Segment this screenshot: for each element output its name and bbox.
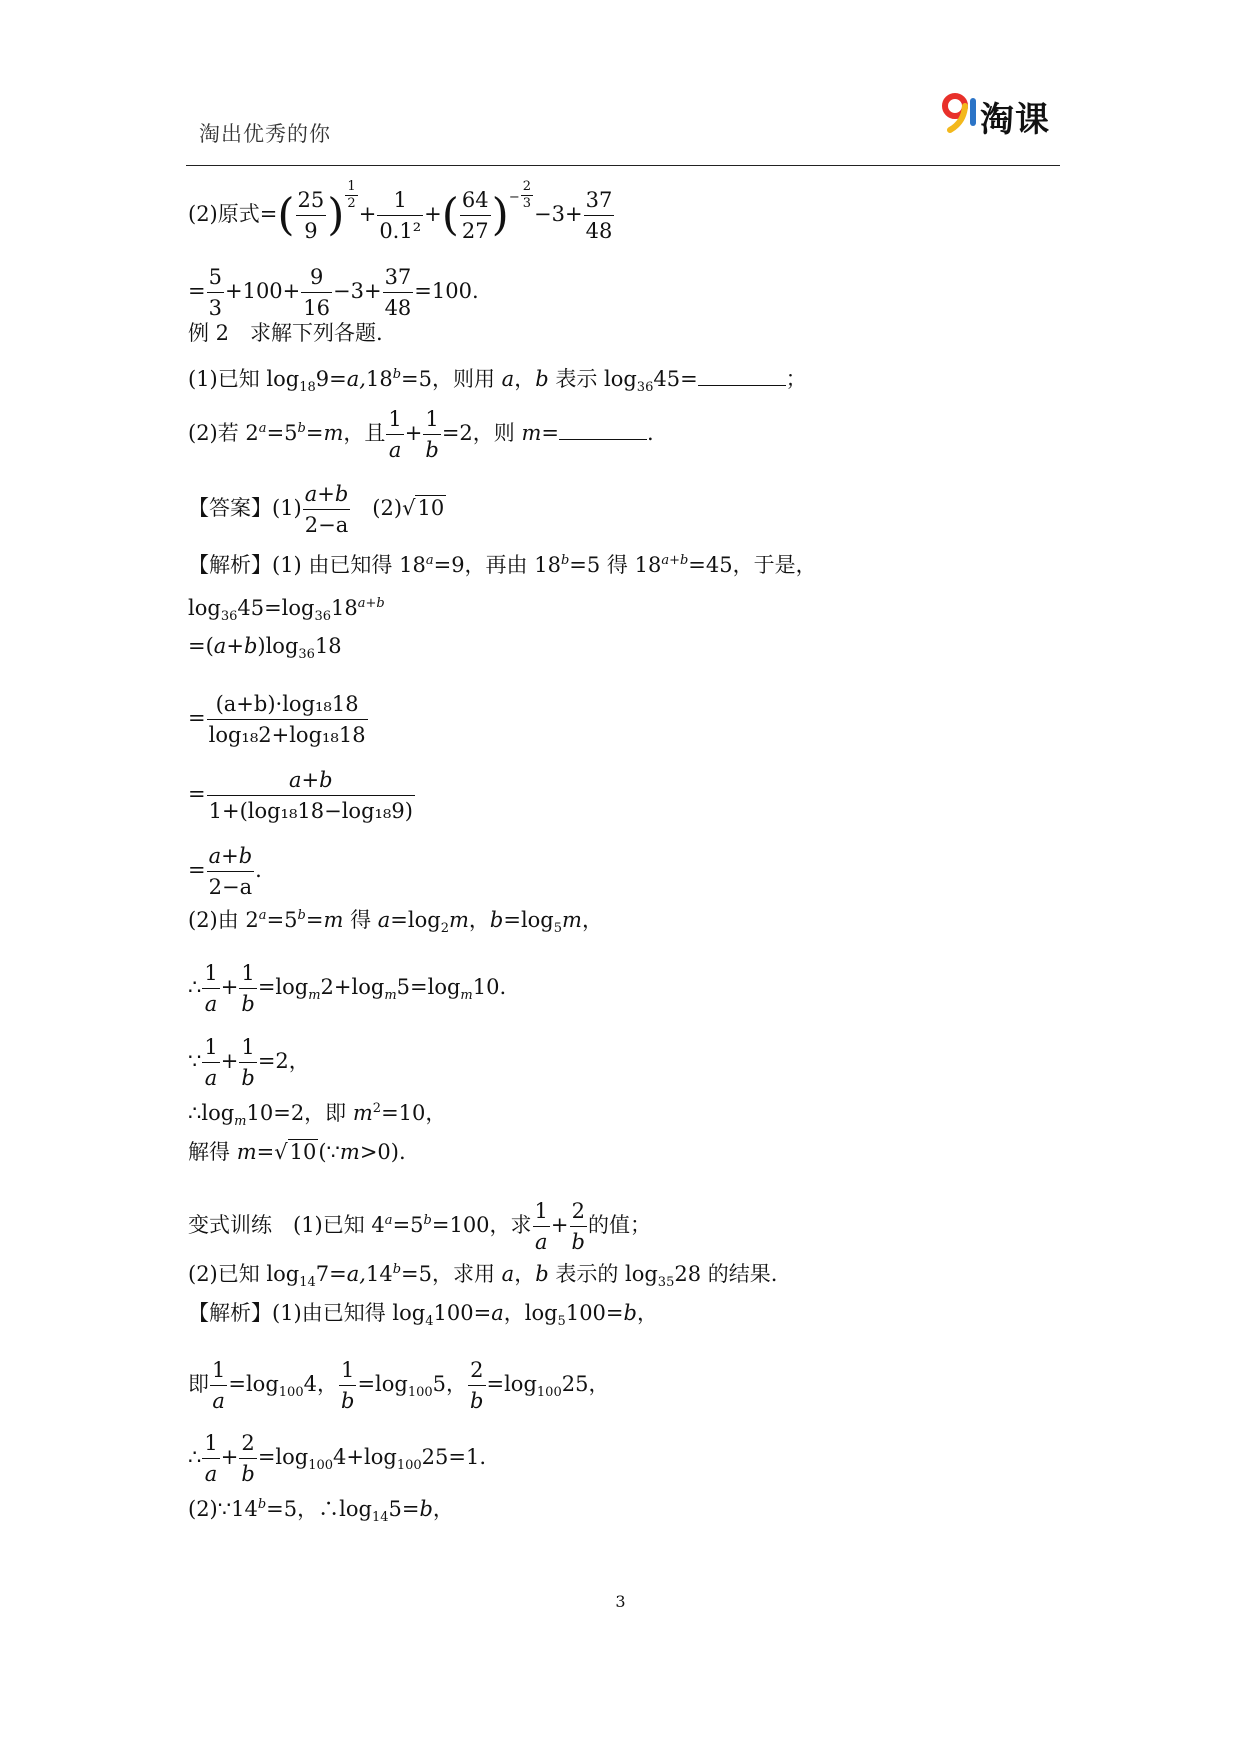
denominator: 9 [304, 219, 318, 243]
denominator: 48 [384, 296, 412, 320]
text: + [358, 202, 377, 226]
subscript: m [384, 988, 397, 1004]
text: ， [636, 1301, 658, 1325]
numerator: 1 [347, 179, 356, 194]
paren: ( [441, 189, 459, 241]
answer-blank[interactable] [698, 367, 786, 386]
fraction [239, 958, 256, 1019]
superscript: b [423, 1213, 432, 1228]
text: + [404, 421, 423, 445]
analysis-line-3 [188, 633, 342, 668]
superscript: b [297, 908, 306, 923]
text: 【解析】(1)由已知得 log [188, 1301, 426, 1325]
fraction [468, 1355, 485, 1416]
subscript: 14 [371, 1510, 389, 1526]
subscript: 5 [557, 1314, 566, 1330]
fraction [386, 404, 403, 465]
superscript: a [258, 421, 267, 436]
variable: a [501, 367, 515, 391]
text: 5， [432, 1372, 468, 1396]
text: ， [581, 908, 603, 932]
text: . [255, 858, 262, 882]
variable: m [448, 908, 469, 932]
fraction [301, 262, 332, 323]
text: 解得 [188, 1140, 237, 1164]
text: ， [514, 1262, 536, 1286]
numerator: 9 [301, 262, 332, 293]
variable: a [491, 1301, 504, 1325]
text: =100. [414, 279, 479, 303]
variable: b [535, 1262, 549, 1286]
fraction [202, 958, 219, 1019]
text: =log [357, 1372, 408, 1396]
text: = [188, 782, 206, 806]
text: + [226, 634, 244, 658]
text: (2)由 2 [188, 908, 259, 932]
denominator: 1+(log₁₈18−log₁₈9) [208, 799, 413, 823]
numerator: (a+b)·log₁₈18 [207, 689, 368, 720]
numerator: 1 [202, 1032, 219, 1063]
text: ， [432, 1497, 454, 1521]
text: 4， [303, 1372, 338, 1396]
fraction [570, 1196, 587, 1257]
superscript: b [392, 367, 402, 382]
text: (2)已知 log [188, 1262, 300, 1286]
denominator: b [425, 438, 439, 462]
text: ，且 [343, 421, 386, 445]
text: =5 [266, 421, 298, 445]
text: =5 [392, 1213, 424, 1237]
answer-line [188, 479, 446, 540]
radicand: 10 [417, 496, 445, 520]
superscript: a [384, 1213, 393, 1228]
superscript: b [257, 1497, 267, 1512]
text: =log [257, 975, 309, 999]
text: 5= [388, 1497, 420, 1521]
text: ，log [503, 1301, 558, 1325]
superscript: 2 [372, 1101, 382, 1116]
text: (∵ [318, 1140, 340, 1164]
text: 10. [472, 975, 507, 999]
fraction [377, 185, 423, 246]
text: + [550, 1213, 569, 1237]
variant-question-1 [188, 1196, 651, 1257]
variable: m [521, 421, 542, 445]
text: 100= [433, 1301, 492, 1325]
denominator: b [470, 1389, 484, 1413]
subscript: 100 [308, 1458, 334, 1474]
text: 18 [331, 596, 358, 620]
text: 28 的结果. [674, 1262, 778, 1286]
analysis-line-10 [188, 1096, 446, 1135]
superscript: a [425, 553, 434, 568]
numerator: 2 [239, 1428, 256, 1459]
denominator: 48 [585, 219, 613, 243]
text: = [188, 858, 206, 882]
sqrt-sign: √ [274, 1140, 288, 1164]
denominator: 2−a [208, 875, 253, 899]
subscript: 5 [553, 921, 563, 937]
text: 45=log [237, 596, 315, 620]
numerator: 1 [239, 958, 256, 989]
paren: ) [491, 189, 509, 241]
numerator: 1 [386, 404, 403, 435]
variable: b [243, 634, 258, 658]
analysis-line-1 [188, 548, 817, 578]
text: 【解析】(1) 由已知得 18 [188, 553, 426, 577]
denominator: 0.1² [379, 219, 422, 243]
text: >0). [359, 1140, 406, 1164]
denominator: b [241, 1462, 255, 1486]
text: (2)若 2 [188, 421, 259, 445]
text: =5，∴log [266, 1497, 372, 1521]
subscript: 14 [299, 1275, 316, 1291]
denominator: a [534, 1230, 548, 1254]
fraction [210, 1355, 227, 1416]
numerator: 1 [210, 1355, 227, 1386]
variable: m [352, 1101, 373, 1125]
fraction [460, 185, 491, 246]
numerator: 25 [296, 185, 327, 216]
fraction [383, 262, 414, 323]
numerator: 1 [202, 1428, 219, 1459]
numerator: a+b [207, 765, 415, 796]
denominator: b [241, 992, 255, 1016]
denominator: b [571, 1230, 585, 1254]
text: + [220, 1445, 239, 1469]
sqrt-sign: √ [402, 496, 416, 520]
numerator: a+b [303, 479, 351, 510]
numerator: 37 [383, 262, 414, 293]
analysis-line-6 [188, 841, 262, 902]
numerator: 64 [460, 185, 491, 216]
text: 14 [365, 1262, 393, 1286]
text: ， [468, 908, 490, 932]
example-title: 例 2 求解下列各题. [188, 321, 383, 345]
variable: m [323, 908, 344, 932]
text: ∵ [188, 1049, 202, 1073]
subscript: 100 [407, 1385, 433, 1401]
text: 4+log [333, 1445, 397, 1469]
numerator: 5 [207, 262, 224, 293]
text: =45，于是， [688, 553, 817, 577]
variable: a [501, 1262, 515, 1286]
numerator: 1 [202, 958, 219, 989]
text: = [305, 421, 324, 445]
text: =2，则 [441, 421, 522, 445]
brand-logo [940, 92, 1052, 140]
question-2 [188, 404, 654, 465]
numerator: 1 [533, 1196, 550, 1227]
variable: m [323, 421, 344, 445]
paren: ( [277, 189, 295, 241]
subscript: 36 [636, 380, 654, 396]
variant-analysis-4 [188, 1492, 454, 1531]
variable: b [535, 367, 549, 391]
text: 45= [653, 367, 698, 391]
text: 得 [343, 908, 378, 932]
variable: m [562, 908, 582, 932]
exponent-fraction [345, 179, 357, 212]
subscript: 18 [299, 380, 316, 396]
exponent-fraction [521, 179, 533, 212]
text: =9，再由 18 [433, 553, 561, 577]
paren: ) [327, 189, 345, 241]
numerator: 1 [339, 1355, 356, 1386]
numerator: 2 [468, 1355, 485, 1386]
fraction [202, 1428, 219, 1489]
text: =log [486, 1372, 537, 1396]
fraction [303, 479, 351, 540]
variable: m [236, 1140, 257, 1164]
logo-text: 淘课 [980, 100, 1050, 140]
superscript: b [297, 421, 306, 436]
numerator: a+b [207, 841, 255, 872]
solution-line-2 [188, 262, 479, 323]
text: 表示的 log [548, 1262, 658, 1286]
analysis-line-5 [188, 765, 416, 826]
text: =( [188, 634, 214, 658]
text: 18 [365, 367, 393, 391]
text: + [424, 202, 442, 226]
variable: a, [346, 1262, 366, 1286]
fraction [339, 1355, 356, 1416]
text: log [188, 596, 221, 620]
superscript: a+b [357, 596, 385, 611]
page-number: 3 [615, 1592, 626, 1611]
answer-blank[interactable] [559, 421, 647, 440]
denominator: a [204, 1066, 218, 1090]
variant-analysis-3 [188, 1428, 486, 1489]
text: ； [785, 367, 807, 391]
numerator: 2 [522, 179, 532, 194]
subscript: 2 [440, 921, 449, 937]
text: 2+log [320, 975, 385, 999]
denominator: log₁₈2+log₁₈18 [208, 723, 366, 747]
numerator: 2 [570, 1196, 587, 1227]
fraction [296, 185, 327, 246]
analysis-line-4 [188, 689, 369, 750]
text: 10=2，即 [246, 1101, 353, 1125]
radicand: 10 [289, 1140, 317, 1164]
text: (2)原式= [188, 202, 278, 226]
variant-analysis-2 [188, 1355, 609, 1416]
denominator: 2−a [304, 513, 349, 537]
text: 表示 log [548, 367, 637, 391]
text: =5 得 18 [569, 553, 662, 577]
subscript: 35 [657, 1275, 675, 1291]
text: =100，求 [431, 1213, 532, 1237]
variant-question-2 [188, 1257, 777, 1296]
superscript: b [560, 553, 570, 568]
question-1 [188, 362, 807, 401]
text: + [220, 975, 239, 999]
superscript: a [258, 908, 267, 923]
text: + [220, 1049, 239, 1073]
variable: a, [346, 367, 366, 391]
numerator: 1 [377, 185, 423, 216]
text: 18 [314, 634, 342, 658]
text: 9= [315, 367, 347, 391]
subscript: m [234, 1114, 247, 1130]
variable: m [339, 1140, 360, 1164]
fraction [207, 765, 415, 826]
subscript: m [308, 988, 321, 1004]
subscript: 36 [314, 609, 332, 625]
fraction [239, 1428, 256, 1489]
fraction [207, 262, 224, 323]
subscript: 36 [298, 647, 315, 663]
denominator: a [388, 438, 402, 462]
exponent-sign: − [508, 190, 520, 205]
text: = [541, 421, 559, 445]
variable: b [419, 1497, 433, 1521]
fraction [207, 689, 368, 750]
text: =10， [381, 1101, 447, 1125]
text: +100+ [224, 279, 301, 303]
subscript: 36 [220, 609, 238, 625]
variable: b [489, 908, 504, 932]
fraction [584, 185, 615, 246]
text: = [305, 908, 324, 932]
text: 的值； [587, 1213, 651, 1237]
analysis-line-9 [188, 1032, 310, 1093]
logo-nine-icon [940, 92, 980, 134]
fraction [533, 1196, 550, 1257]
text: 即 [188, 1372, 209, 1396]
text: 变式训练 (1)已知 4 [188, 1213, 385, 1237]
text: = [188, 279, 206, 303]
denominator: a [212, 1389, 225, 1413]
text: ∴ [188, 1445, 202, 1469]
fraction [202, 1032, 219, 1093]
header-rule [186, 165, 1060, 166]
text: (2) [351, 496, 403, 520]
text: 25， [561, 1372, 610, 1396]
denominator: 3 [522, 196, 532, 211]
text: (1)已知 log [188, 367, 300, 391]
text: ， [514, 367, 536, 391]
superscript: a+b [661, 553, 689, 568]
text: −3+ [534, 202, 583, 226]
text: 【答案】(1) [188, 496, 302, 520]
text: 25=1. [421, 1445, 486, 1469]
text: )log [257, 634, 299, 658]
subscript: 100 [396, 1458, 422, 1474]
denominator: b [241, 1066, 255, 1090]
text: =5，求用 [401, 1262, 502, 1286]
text: −3+ [333, 279, 382, 303]
text: =log [257, 1445, 309, 1469]
text: =log [503, 908, 554, 932]
denominator: b [340, 1389, 355, 1413]
analysis-line-2 [188, 591, 385, 630]
denominator: 16 [303, 296, 330, 320]
text: 100= [565, 1301, 624, 1325]
numerator: 1 [423, 404, 440, 435]
variant-analysis-1 [188, 1300, 658, 1335]
text: ∴log [188, 1101, 235, 1125]
fraction [239, 1032, 256, 1093]
denominator: 2 [347, 196, 356, 211]
text: =5，则用 [401, 367, 502, 391]
analysis-line-11 [188, 1139, 406, 1165]
fraction [207, 841, 255, 902]
analysis-line-7 [188, 903, 603, 942]
text: 5=log [396, 975, 461, 999]
subscript: 100 [536, 1385, 562, 1401]
analysis-line-8 [188, 958, 506, 1019]
denominator: 3 [208, 296, 222, 320]
text: =log [228, 1372, 279, 1396]
text: . [647, 421, 654, 445]
fraction [423, 404, 440, 465]
text: ∴ [188, 975, 202, 999]
numerator: 1 [239, 1032, 256, 1063]
denominator: 27 [461, 219, 489, 243]
header-slogan: 淘出优秀的你 [199, 122, 331, 146]
variable: a [377, 908, 391, 932]
text: =2， [257, 1049, 310, 1073]
text: = [256, 1140, 275, 1164]
solution-line-1 [188, 179, 615, 246]
denominator: a [204, 992, 218, 1016]
text: = [188, 706, 206, 730]
subscript: m [460, 988, 473, 1004]
superscript: b [392, 1262, 402, 1277]
variable: a [213, 634, 227, 658]
denominator: a [204, 1462, 218, 1486]
subscript: 100 [278, 1385, 304, 1401]
text: =log [390, 908, 441, 932]
text: =5 [266, 908, 298, 932]
text: (2)∵14 [188, 1497, 258, 1521]
numerator: 37 [584, 185, 615, 216]
text: 7= [315, 1262, 347, 1286]
subscript: 4 [425, 1314, 434, 1330]
variable: b [623, 1301, 637, 1325]
